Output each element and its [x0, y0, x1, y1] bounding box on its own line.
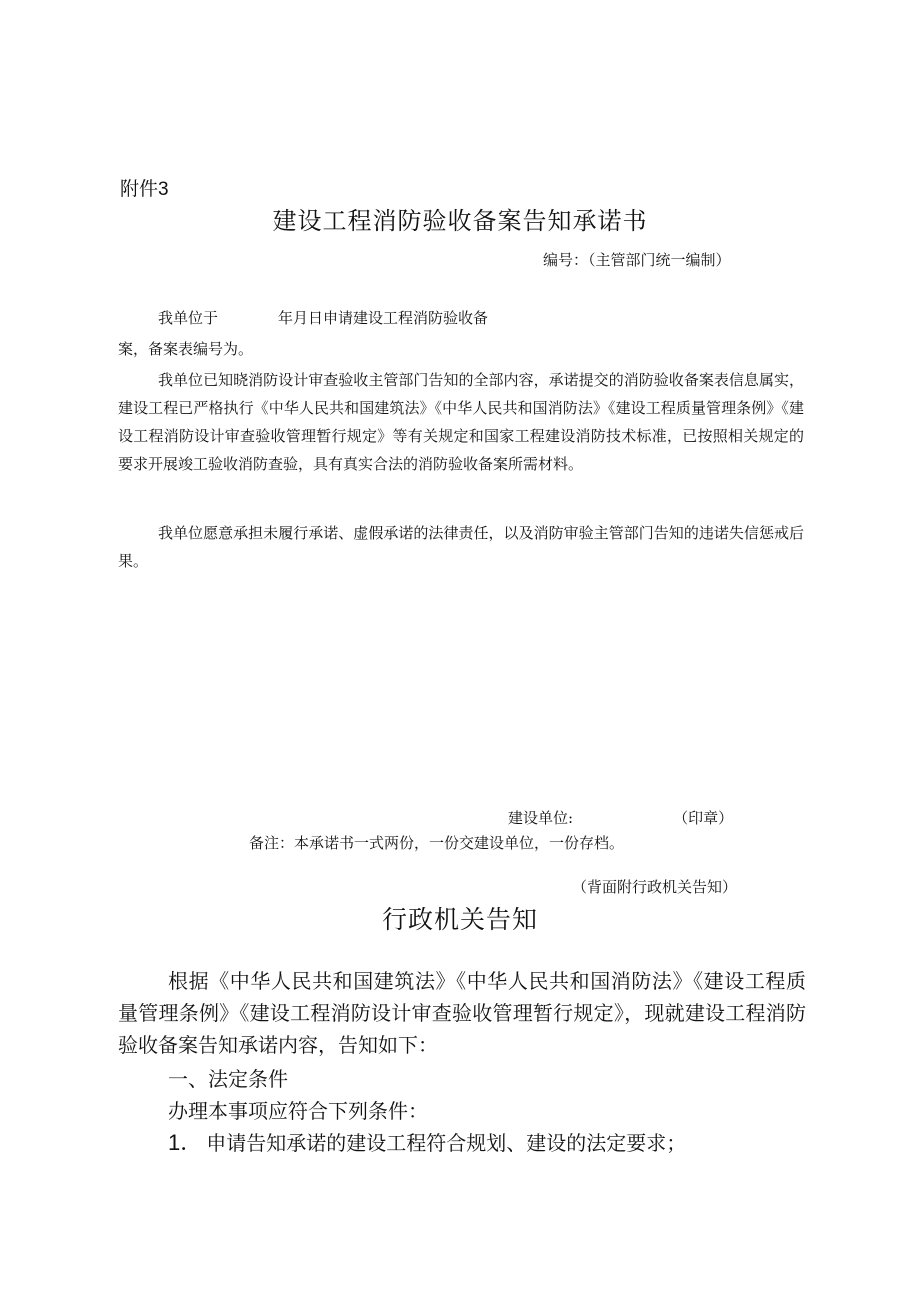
declaration-line-2: 案，备案表编号为。 — [118, 340, 254, 358]
conditions-intro: 办理本事项应符合下列条件： — [168, 1099, 428, 1123]
section-heading: 一、法定条件 — [168, 1067, 288, 1091]
notice-title: 行政机关告知 — [381, 905, 538, 934]
declaration-part-b: 年月日申请建设工程消防验收备 — [278, 309, 489, 327]
back-note: （背面附行政机关告知） — [572, 878, 738, 896]
signature-line — [508, 807, 733, 828]
notice-intro: 根据《中华人民共和国建筑法》《中华人民共和国消防法》《建设工程质量管理条例》《建设工程消防设计审查验收管理暂行规定》，现就建设工程消防验收备案告知承诺内容，告知如下： — [118, 969, 806, 1057]
seal-label: （印章） — [673, 809, 734, 827]
condition-item-1 — [168, 1126, 686, 1157]
declaration-line-1 — [158, 307, 488, 328]
declaration-part-a: 我单位于 — [158, 309, 219, 327]
item-text: 申请告知承诺的建设工程符合规划、建设的法定要求； — [206, 1131, 687, 1155]
document-title: 建设工程消防验收备案告知承诺书 — [272, 207, 648, 235]
remark: 备注：本承诺书一式两份，一份交建设单位，一份存档。 — [249, 834, 625, 852]
commitment-paragraph: 我单位已知晓消防设计审查验收主管部门告知的全部内容，承诺提交的消防验收备案表信息属实，建设工程已严格执行《中华人民共和国建筑法》《中华人民共和国消防法》《建设工程质量管理条例》《建设工程消防设计审查验收管理暂行规定》等有关规定和国家工程建设消防技术标准，已按照相关规定的要求开展竣工验收消防查验，具有真实合法的消防验收备案所需材料。 — [118, 371, 804, 473]
annex-label: 附件3 — [120, 179, 169, 200]
liability-paragraph: 我单位愿意承担未履行承诺、虚假承诺的法律责任，以及消防审验主管部门告知的违诺失信惩戒后果。 — [118, 524, 804, 570]
item-number: 1． — [168, 1130, 203, 1155]
document-number: 编号：（主管部门统一编制） — [543, 251, 731, 269]
construction-unit-label: 建设单位: — [508, 809, 574, 827]
